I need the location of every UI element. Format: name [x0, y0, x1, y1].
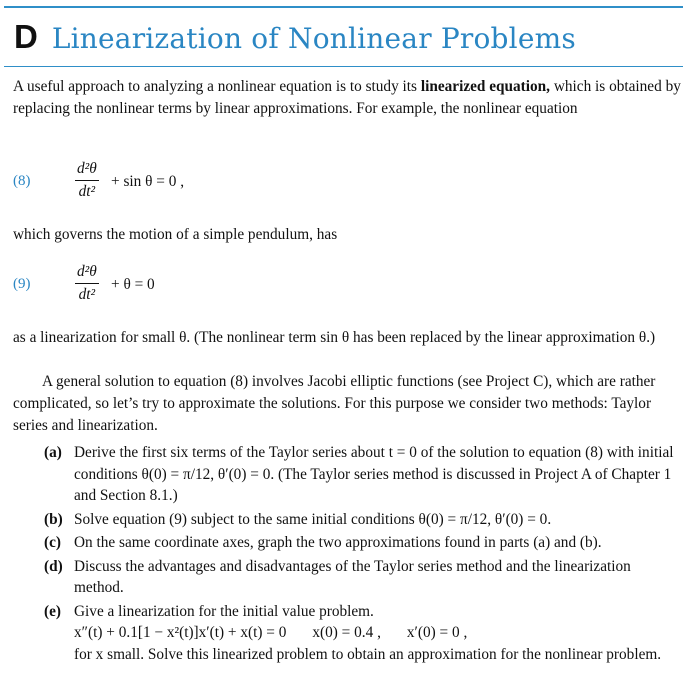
exercise-item-c: [44, 532, 684, 554]
section-title: Linearization of Nonlinear Problems: [51, 22, 576, 55]
equation-number-8: (8): [13, 173, 31, 189]
top-rule: [4, 6, 683, 8]
intro-paragraph: [13, 76, 681, 120]
numerator-9: d²θ: [77, 263, 97, 280]
item-label: (c): [44, 534, 61, 551]
ivp-equation: x″(t) + 0.1[1 − x²(t)]x′(t) + x(t) = 0: [74, 624, 287, 641]
general-solution-text: A general solution to equation (8) involves Jacobi elliptic functions (see Project C), which are rather complicated, so let’s try to approximate the solutions. For this purpose we consider two methods: Taylor series and linearization.: [13, 373, 656, 434]
item-label: (e): [44, 602, 61, 620]
intro-bold-term: linearized equation,: [420, 78, 551, 95]
item-text: Discuss the advantages and disadvantages of the Taylor series method and the linearization method.: [74, 557, 631, 596]
item-body: [74, 601, 684, 666]
item-label: (d): [44, 557, 63, 575]
section-letter: D: [14, 18, 38, 55]
equation-8: [13, 160, 313, 206]
exercise-item-b: [44, 509, 684, 531]
item-label: (b): [44, 510, 63, 528]
header-rule: [4, 66, 683, 67]
intro-text-1: A useful approach to analyzing a nonlinear equation is to study its: [13, 78, 421, 95]
denominator-8: dt²: [78, 183, 96, 200]
exercise-item-d: [44, 556, 684, 599]
equation-9: [13, 263, 313, 309]
ivp-equation-line: [74, 624, 467, 641]
pendulum-text: which governs the motion of a simple pendulum, has: [13, 226, 338, 243]
intro-text-2: which is obtained by replacing the nonlinear terms by linear approximations. For example, the nonlinear equation: [13, 78, 681, 117]
exercise-item-e: [44, 601, 684, 666]
fraction-9: [75, 263, 99, 304]
item-text: Derive the first six terms of the Taylor series about t = 0 of the solution to equation (8) with initial conditions θ(0) = π/12, θ′(0) = 0. (The Taylor series method is discussed in Project A of Chapter 1 and Section 8.1.): [74, 444, 674, 504]
exercise-list: [44, 442, 684, 667]
denominator-9: dt²: [78, 286, 96, 303]
item-text: On the same coordinate axes, graph the two approximations found in parts (a) and (b).: [74, 534, 602, 551]
initial-condition-2: x′(0) = 0 ,: [406, 624, 468, 641]
exercise-item-a: [44, 442, 684, 507]
equation-8-rest: + sin θ = 0 ,: [111, 173, 185, 190]
equation-number-9: (9): [13, 276, 31, 292]
equation-9-rest: + θ = 0: [111, 276, 155, 293]
initial-condition-1: x(0) = 0.4 ,: [312, 624, 381, 641]
section-header: [14, 18, 576, 58]
fraction-8: [75, 160, 99, 201]
item-e-tail: for x small. Solve this linearized problem to obtain an approximation for the nonlinear problem.: [74, 645, 662, 663]
fraction-bar-9: [75, 283, 99, 284]
fraction-bar-8: [75, 180, 99, 181]
item-text: Solve equation (9) subject to the same initial conditions θ(0) = π/12, θ′(0) = 0.: [74, 510, 552, 528]
item-text: Give a linearization for the initial value problem.: [74, 602, 374, 620]
numerator-8: d²θ: [77, 160, 97, 177]
linearization-text: as a linearization for small θ. (The nonlinear term sin θ has been replaced by the linear approximation θ.): [13, 329, 656, 346]
item-label: (a): [44, 444, 62, 461]
